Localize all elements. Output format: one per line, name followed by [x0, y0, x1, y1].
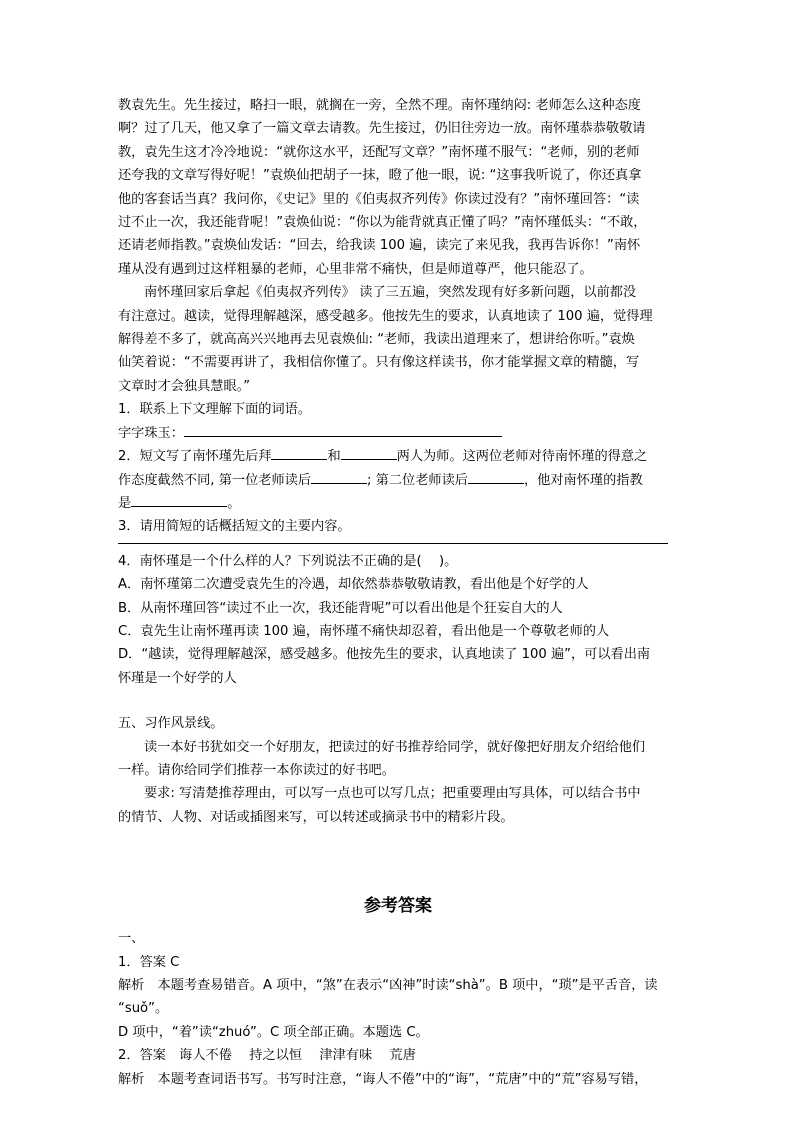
question-text: 4．南怀瑾是一个什么样的人？下列说法不正确的是( )。 — [118, 553, 458, 569]
explanation-line: D 项中，“着”读“zhuó”。C 项全部正确。本题选 C。 — [118, 1024, 429, 1040]
question-fragment: 和 — [327, 449, 341, 465]
section-heading: 五、习作风景线。 — [118, 716, 224, 732]
question-fragment: 作态度截然不同, 第一位老师读后 — [118, 472, 312, 488]
answers-section — [118, 893, 678, 1091]
answer-blank[interactable] — [184, 422, 502, 437]
option-d-continued: 怀瑾是一个好学的人 — [118, 670, 237, 686]
answer-2: 2．答案 诲人不倦 持之以恒 津津有味 荒唐 — [118, 1048, 416, 1064]
question-text — [118, 445, 678, 468]
question-2 — [118, 445, 678, 515]
text-line: 他的客套话当真？我问你，《史记》里的《伯夷叔齐列传》你读过没有？”南怀瑾回答：“读 — [118, 191, 640, 207]
answer-blank[interactable] — [131, 492, 227, 507]
question-text — [118, 469, 678, 492]
answer-blank[interactable] — [311, 469, 367, 484]
option-b: B．从南怀瑾回答“读过不止一次，我还能背呢”可以看出他是个狂妄自大的人 — [118, 600, 563, 616]
option-c: C．袁先生让南怀瑾再读 100 遍，南怀瑾不痛快却忍着，看出他是一个尊敬老师的人 — [118, 623, 610, 639]
term-label: 字字珠玉： — [118, 425, 184, 441]
text-line: 仙笑着说：“不需要再讲了，我相信你懂了。只有像这样读书，你才能掌握文章的精髓，写 — [118, 355, 640, 371]
question-fragment: 两人为师。这两位老师对待南怀瑾的得意之 — [396, 449, 648, 465]
text-line: 教袁先生。先生接过，略扫一眼，就搁在一旁，全然不理。南怀瑾纳闷: 老师怎么这种态度 — [118, 98, 641, 113]
answer-line[interactable] — [118, 543, 668, 544]
text-line: 有注意过。越读，觉得理解越深，感受越多。他按先生的要求，认真地读了 100 遍，觉得理 — [118, 308, 653, 324]
question-fragment: ，他对南怀瑾的指教 — [523, 472, 643, 488]
option-d: D．“越读，觉得理解越深，感受越多。他按先生的要求，认真地读了 100 遍”，可以看出南 — [118, 647, 651, 663]
question-3 — [118, 515, 678, 543]
text-line: 瑾从没有遇到过这样粗暴的老师，心里非常不痛快，但是师道尊严，他只能忍了。 — [118, 261, 593, 277]
question-1 — [118, 398, 678, 445]
answer-blank[interactable] — [271, 445, 327, 460]
text-line: 过不止一次，我还能背呢！”袁焕仙说：“你以为能背就真正懂了吗？”南怀瑾低头：“不敢， — [118, 215, 647, 231]
question-fragment: ; 第二位老师读后 — [367, 472, 468, 488]
answer-1: 1．答案 C — [118, 954, 180, 970]
option-a: A．南怀瑾第二次遭受袁先生的冷遇，却依然恭恭敬敬请教，看出他是个好学的人 — [118, 577, 589, 593]
text-line: 还夸我的文章写得好呢！”袁焕仙把胡子一抹，瞪了他一眼，说: “这事我听说了，你还真拿 — [118, 168, 642, 184]
answer-blank[interactable] — [341, 445, 397, 460]
section-heading: 一、 — [118, 931, 145, 947]
passage-paragraph-2 — [118, 281, 678, 398]
passage-paragraph-1 — [118, 94, 678, 281]
text-line: 教，袁先生这才冷冷地说：“就你这水平，还配写文章？”南怀瑾不服气：“老师，别的老师 — [118, 144, 640, 160]
text-line: 还请老师指教。”袁焕仙发话：“回去，给我读 100 遍，读完了来见我，我再告诉你！”南怀 — [118, 238, 641, 254]
question-text — [118, 492, 678, 515]
text-line: 读一本好书犹如交一个好朋友，把读过的好书推荐给同学，就好像把好朋友介绍给他们 — [144, 739, 646, 755]
answers-title: 参考答案 — [364, 896, 432, 917]
question-fragment: 。 — [227, 495, 241, 511]
text-line: 啊？过了几天，他又拿了一篇文章去请教。先生接过，仍旧往旁边一放。南怀瑾恭恭敬敬请 — [118, 121, 646, 137]
question-fragment: 2．短文写了南怀瑾先后拜 — [118, 449, 272, 465]
text-line: 要求: 写清楚推荐理由，可以写一点也可以写几点；把重要理由写具体，可以结合书中 — [144, 786, 641, 802]
document-page — [118, 94, 678, 1091]
spacer — [118, 829, 678, 893]
text-line: 的情节、人物、对话或插图来写，可以转述或摘录书中的精彩片段。 — [118, 809, 514, 825]
text-line: 文章时才会独具慧眼。” — [118, 378, 251, 394]
explanation-line: “suǒ”。 — [118, 1001, 169, 1017]
question-fragment: 是 — [118, 495, 132, 511]
question-4 — [118, 550, 678, 690]
spacer — [118, 690, 678, 712]
text-line: 解得差不多了，就高高兴兴地再去见袁焕仙: “老师，我读出道理来了，想讲给你听。”袁焕 — [118, 332, 635, 348]
explanation-line: 解析 本题考查易错音。A 项中，“煞”在表示“凶神”时读“shà”。B 项中，“琐”是平舌音，读 — [118, 978, 658, 993]
question-text: 3．请用简短的话概括短文的主要内容。 — [118, 519, 351, 535]
text-line: 一样。请你给同学们推荐一本你读过的好书吧。 — [118, 762, 395, 778]
writing-section — [118, 712, 678, 829]
explanation-line: 解析 本题考查词语书写。书写时注意，“诲人不倦”中的“诲”，“荒唐”中的“荒”容易写错， — [118, 1071, 648, 1087]
question-term-line — [118, 422, 678, 445]
text-line: 南怀瑾回家后拿起《伯夷叔齐列传》 读了三五遍，突然发现有好多新问题，以前都没 — [144, 285, 637, 301]
answer-blank[interactable] — [468, 469, 524, 484]
question-text: 1．联系上下文理解下面的词语。 — [118, 402, 312, 418]
